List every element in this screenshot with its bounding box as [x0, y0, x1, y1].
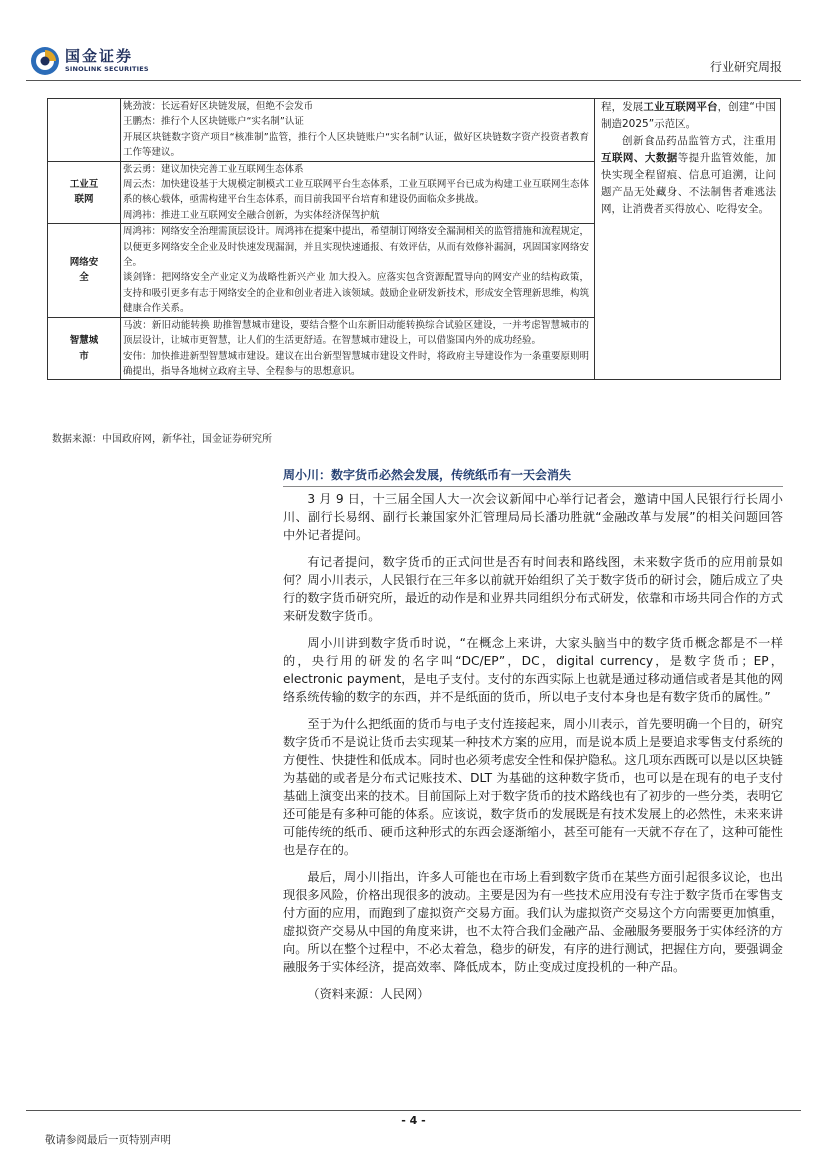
- content-cell: [121, 317, 595, 380]
- category-label: 智慧城市: [69, 335, 99, 362]
- summary-text: 创新食品药品监管方式，注重用: [622, 135, 776, 147]
- article-paragraph: 最后，周小川指出，许多人可能也在市场上看到数字货币在某些方面引起很多议论，也出现很多风险，价格出现很多的波动。主要是因为有一些技术应用没有专注于数字货币在零售支付方面的应用，而跑到了虚拟资产交易方面。我们认为虚拟资产交易这个方向需要更加慎重，虚拟资产交易从中国的角度来讲，也不太符合我们金融产品、金融服务要服务于实体经济的方向。所以在整个过程中，不必太着急，稳步的研发，有序的进行测试，把握住方向，要强调金融服务于实体经济，提高效率、降低成本，防止变成过度投机的一种产品。: [283, 870, 783, 974]
- article-source: （资料来源：人民网）: [307, 987, 430, 1001]
- list-item: 周鸿祎：推进工业互联网安全融合创新，为实体经济保驾护航: [123, 209, 380, 221]
- report-type: 行业研究周报: [709, 60, 782, 74]
- header-divider: [26, 80, 801, 81]
- summary-text: 程，发展: [601, 101, 644, 113]
- disclaimer-note: 敬请参阅最后一页特别声明: [45, 1134, 171, 1146]
- list-item: 马波：新旧动能转换 助推智慧城市建设，要结合整个山东新旧动能转换综合试验区建设，一并考虑智慧城市的顶层设计，让城市更智慧，让人们的生活更舒适。在智慧城市建设上，可以借鉴国内外的成功经验。: [123, 319, 589, 347]
- category-label: 工业互联网: [69, 179, 99, 206]
- section-title: 周小川：数字货币必然会发展，传统纸币有一天会消失: [283, 468, 572, 482]
- table-source-note: 数据来源：中国政府网，新华社，国金证券研究所: [52, 434, 272, 445]
- list-item: 王鹏杰：推行个人区块链账户“实名制”认证: [123, 116, 304, 128]
- content-cell: [121, 99, 595, 162]
- article-paragraph: 周小川讲到数字货币时说，“在概念上来讲，大家头脑当中的数字货币概念都是不一样的，央行用的研发的名字叫“DC/EP”，DC，digital currency，是数字货币；EP，electronic payment，是电子支付。支付的东西实际上也就是通过移动通信或者是其他的网络系统传输的数字的东西，并不是纸面的货币，所以电子支付本身也是有数字货币的属性。”: [283, 636, 783, 704]
- category-cell: [48, 161, 121, 224]
- content-cell: [121, 224, 595, 317]
- article-paragraph: 有记者提问，数字货币的正式问世是否有时间表和路线图，未来数字货币的应用前景如何？周小川表示，人民银行在三年多以前就开始组织了关于数字货币的研讨会，随后成立了央行的数字货币研究所，最近的动作是和业界共同组织分布式研发，依靠和市场共同合作的方式来研发数字货币。: [283, 555, 783, 623]
- list-item: 周云杰：加快建设基于大规模定制模式工业互联网平台生态体系，工业互联网平台已成为构建工业互联网生态体系的核心载体，亟需构建平台生态体系，而目前我国平台培育和建设仍面临众多挑战。: [123, 179, 589, 206]
- summary-text: 等提升监管效能，加快实现全程留痕、信息可追溯，让问题产品无处藏身、不法制售者难逃法网，让消费者买得放心、吃得安全。: [601, 152, 777, 215]
- article-paragraph: 3 月 9 日，十三届全国人大一次会议新闻中心举行记者会，邀请中国人民银行行长周小川、副行长易纲、副行长兼国家外汇管理局局长潘功胜就“金融改革与发展”的相关问题回答中外记者提问。: [283, 492, 783, 542]
- table-row: [48, 99, 781, 162]
- article-body: [283, 490, 783, 1012]
- page-header: [0, 0, 827, 84]
- list-item: 开展区块链数字资产项目“核准制”监管，推行个人区块链账户“实名制”认证，做好区块链数字资产投资者教育工作等建议。: [123, 131, 589, 159]
- category-cell: [48, 224, 121, 317]
- footer-divider: [26, 1110, 801, 1111]
- category-cell: [48, 99, 121, 162]
- brand-name-en: SINOLINK SECURITIES: [65, 65, 149, 73]
- category-label: 网络安全: [69, 257, 99, 284]
- summary-text: ，创建“中国制造2025”示范区。: [601, 101, 777, 130]
- summary-highlight: 互联网、大数据: [601, 152, 678, 164]
- list-item: 周鸿祎：网络安全治理需顶层设计。周鸿祎在提案中提出，希望制订网络安全漏洞相关的监管措施和流程规定，以便更多网络安全企业及时快速发现漏洞，并且实现快速通报、有效评估，从而有效修补漏洞，巩固国家网络安全。: [123, 226, 589, 269]
- list-item: 张云勇：建议加快完善工业互联网生态体系: [123, 163, 304, 175]
- article-paragraph: 至于为什么把纸面的货币与电子支付连接起来，周小川表示，首先要明确一个目的，研究数字货币不是说让货币去实现某一种技术方案的应用，而是说本质上是要追求零售支付系统的方便性、快捷性和低成本。同时也必须考虑安全性和保护隐私。这几项东西既可以是以区块链为基础的或者是分布式记账技术、DLT 为基础的这种数字货币，也可以是在现有的电子支付基础上演变出来的技术。目前国际上对于数字货币的技术路线也有了初步的一些分类，表明它还可能是有多种可能的体系。应该说，数字货币的发展既是有技术发展上的必然性，未来来讲可能传统的纸币、硬币这种形式的东西会逐渐缩小，甚至可能有一天就不存在了，这种可能性也是存在的。: [283, 717, 783, 857]
- page-number: - 4 -: [401, 1114, 426, 1127]
- brand-logo: [30, 46, 149, 76]
- brand-name-cn: 国金证券: [65, 47, 134, 65]
- content-cell: [121, 161, 595, 224]
- list-item: 谈剑锋：把网络安全产业定义为战略性新兴产业 加大投入。应落实包含资源配置导向的网安产业的结构政策，支持和吸引更多有志于网络安全的企业和创业者进入该领域。鼓励企业研发新技术，形成安全管理新思维，构筑健康合作关系。: [123, 272, 589, 315]
- category-cell: [48, 317, 121, 380]
- list-item: 安伟：加快推进新型智慧城市建设。建议在出台新型智慧城市建设文件时，将政府主导建设作为一条重要原则明确提出，指导各地树立政府主导、全程参与的思想意识。: [123, 350, 589, 377]
- summary-highlight: 工业互联网平台: [643, 101, 718, 113]
- list-item: 姚劲波：长远看好区块链发展，但绝不会发币: [123, 101, 314, 112]
- sinolink-logo-icon: [30, 46, 60, 76]
- right-summary-cell: [595, 99, 781, 380]
- section-title-divider: [283, 486, 783, 487]
- policy-table: [47, 98, 781, 380]
